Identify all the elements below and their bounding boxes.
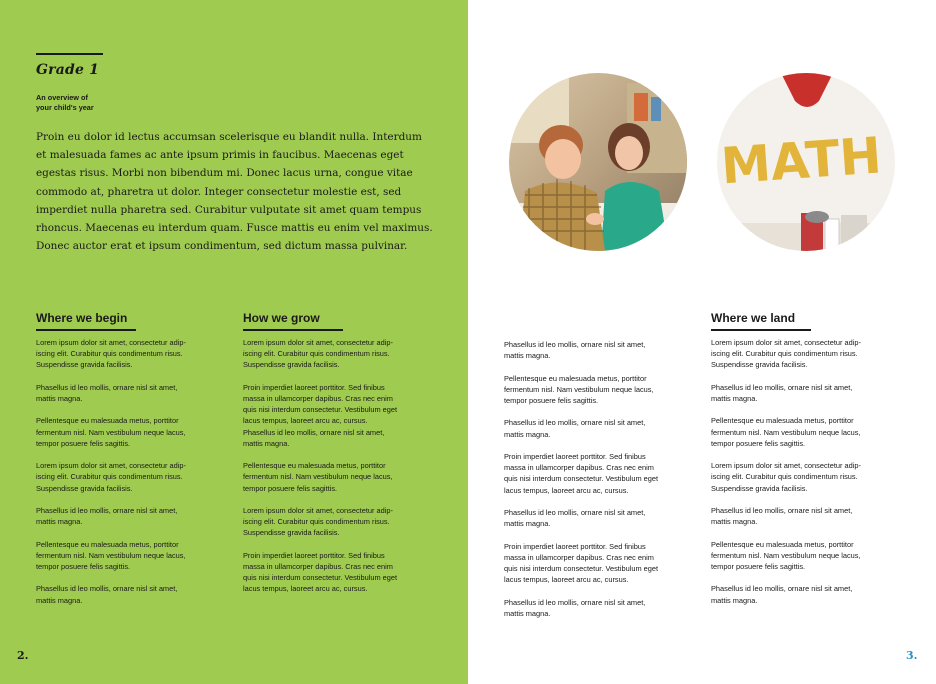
column-heading: Where we land — [711, 311, 796, 325]
body-line: Phasellus id leo mollis, ornare nisl sit amet, — [36, 505, 178, 515]
body-paragraph — [36, 382, 232, 404]
body-line: Phasellus id leo mollis, ornare nisl sit amet, — [711, 584, 853, 594]
body-line: quis nisi interdum consectetur. Vestibulum eget — [243, 405, 398, 415]
body-line: Suspendisse gravida facilisis. — [243, 360, 340, 370]
body-line: lacus tempus, laoreet arcu ac, cursus. — [504, 575, 629, 585]
body-line: mattis magna. — [243, 438, 290, 448]
body-line: Pellentesque eu malesuada metus, porttitor — [36, 539, 179, 549]
body-paragraph — [504, 541, 700, 586]
body-line: mattis magna. — [36, 517, 83, 527]
column-where-we-begin — [36, 310, 232, 617]
body-line: Suspendisse gravida facilisis. — [36, 360, 133, 370]
column-how-we-grow — [243, 310, 439, 606]
body-line: mattis magna. — [711, 394, 758, 403]
body-paragraph — [36, 539, 232, 573]
body-paragraph — [711, 415, 907, 449]
body-line: quis nisi interdum consectetur. Vestibulum eget — [504, 563, 659, 573]
body-line: Suspendisse gravida facilisis. — [243, 528, 340, 538]
body-line: iscing elit. Curabitur quis condimentum risus. — [711, 349, 858, 359]
body-line: Proin imperdiet laoreet porttitor. Sed finibus — [504, 451, 646, 461]
body-line: iscing elit. Curabitur quis condimentum risus. — [36, 349, 183, 359]
body-line: fermentum nisl. Nam vestibulum neque lacus, — [243, 472, 393, 482]
math-letter-m: MATH — [719, 126, 884, 196]
page-number-left: 2. — [17, 649, 29, 662]
body-line: tempor posuere felis sagittis. — [711, 438, 806, 448]
column-body — [243, 337, 439, 595]
body-line: massa in ullamcorper dapibus. Cras nec enim — [243, 394, 393, 403]
overview-subtitle — [36, 93, 126, 113]
body-line: quis nisi interdum consectetur. Vestibulum eget — [243, 573, 398, 583]
body-line: mattis magna. — [711, 517, 758, 527]
body-paragraph — [711, 382, 907, 404]
column-heading: Where we begin — [36, 311, 128, 325]
body-line: fermentum nisl. Nam vestibulum neque lacus, — [504, 384, 654, 394]
body-line: Proin imperdiet laoreet porttitor. Sed finibus — [243, 550, 385, 560]
body-line: mattis magna. — [504, 519, 551, 529]
body-line: Lorem ipsum dolor sit amet, consectetur adip- — [243, 338, 393, 347]
body-line: Suspendisse gravida facilisis. — [36, 483, 133, 493]
body-line: lacus tempus, laoreet arcu ac, cursus. — [243, 584, 368, 594]
body-paragraph — [504, 417, 700, 439]
body-paragraph — [504, 339, 700, 361]
intro-line: Proin eu dolor id lectus accumsan scelerisque eu blandit nulla. Interdum — [36, 131, 422, 143]
body-line: Pellentesque eu malesuada metus, porttitor — [711, 416, 854, 426]
body-paragraph — [243, 550, 439, 595]
body-line: quis nisi interdum consectetur. Vestibulum eget — [504, 474, 659, 484]
body-line: Suspendisse gravida facilisis. — [711, 483, 808, 493]
body-line: iscing elit. Curabitur quis condimentum risus. — [243, 517, 390, 527]
body-line: iscing elit. Curabitur quis condimentum risus. — [36, 472, 183, 482]
column-continued — [504, 339, 700, 630]
body-line: Lorem ipsum dolor sit amet, consectetur adip- — [711, 461, 861, 471]
body-paragraph — [711, 460, 907, 494]
body-line: Phasellus id leo mollis, ornare nisl sit amet, — [36, 584, 178, 594]
intro-line: egestas risus. Morbi non bibendum mi. Donec lacus urna, congue vitae — [36, 167, 413, 180]
intro-line: rhoncus. Maecenas eu interdum quam. Fusce mattis eu enim vel maximus. — [36, 222, 433, 235]
body-line: mattis magna. — [504, 351, 551, 361]
body-line: tempor posuere felis sagittis. — [711, 561, 806, 571]
body-line: tempor posuere felis sagittis. — [36, 561, 131, 571]
body-paragraph — [243, 337, 439, 371]
body-paragraph — [243, 505, 439, 539]
body-line: Proin imperdiet laoreet porttitor. Sed finibus — [243, 382, 385, 392]
body-line: Suspendisse gravida facilisis. — [711, 360, 808, 370]
body-line: massa in ullamcorper dapibus. Cras nec enim — [504, 463, 654, 473]
body-line: Phasellus id leo mollis, ornare nisl sit amet, — [711, 505, 853, 515]
body-paragraph — [243, 460, 439, 494]
column-rule — [243, 329, 343, 331]
body-line: iscing elit. Curabitur quis condimentum risus. — [711, 472, 858, 482]
body-line: Lorem ipsum dolor sit amet, consectetur adip- — [36, 338, 186, 347]
body-line: mattis magna. — [36, 394, 83, 403]
body-line: mattis magna. — [504, 608, 551, 618]
body-line: iscing elit. Curabitur quis condimentum risus. — [243, 349, 390, 359]
body-line: mattis magna. — [711, 595, 758, 605]
body-line: Phasellus id leo mollis, ornare nisl sit amet, — [504, 597, 646, 607]
body-paragraph — [36, 415, 232, 449]
body-line: Phasellus id leo mollis, ornare nisl sit amet, — [243, 427, 385, 437]
page-number-right: 3. — [906, 649, 918, 662]
body-paragraph — [36, 583, 232, 605]
body-line: Phasellus id leo mollis, ornare nisl sit amet, — [504, 340, 646, 349]
body-line: fermentum nisl. Nam vestibulum neque lacus, — [711, 550, 861, 560]
column-body — [504, 339, 700, 619]
body-line: Proin imperdiet laoreet porttitor. Sed finibus — [504, 541, 646, 551]
body-line: Pellentesque eu malesuada metus, porttitor — [711, 539, 854, 549]
body-line: mattis magna. — [504, 429, 551, 439]
overview-line: An overview of — [36, 93, 88, 102]
body-line: Pellentesque eu malesuada metus, porttitor — [36, 416, 179, 426]
column-body — [711, 337, 907, 606]
body-paragraph — [711, 539, 907, 573]
intro-line: commodo at, pharetra ut dolor. Integer consectetur molestie est, sed — [36, 185, 402, 198]
body-line: lacus tempus, laoreet arcu ac, cursus. — [504, 485, 629, 495]
body-paragraph — [36, 337, 232, 371]
column-rule — [36, 329, 136, 331]
body-paragraph — [36, 505, 232, 527]
body-line: tempor posuere felis sagittis. — [36, 438, 131, 448]
page-title: Grade 1 — [36, 62, 100, 78]
classroom-children-photo — [509, 73, 687, 251]
body-line: fermentum nisl. Nam vestibulum neque lacus, — [711, 427, 861, 437]
body-line: tempor posuere felis sagittis. — [243, 483, 338, 493]
intro-line: et malesuada fames ac ante ipsum primis in faucibus. Maecenas eget — [36, 149, 404, 162]
body-line: Pellentesque eu malesuada metus, porttitor — [504, 373, 647, 383]
body-line: massa in ullamcorper dapibus. Cras nec enim — [504, 552, 654, 562]
body-paragraph — [243, 382, 439, 449]
body-paragraph — [711, 583, 907, 605]
body-line: Phasellus id leo mollis, ornare nisl sit amet, — [36, 382, 178, 392]
column-body — [36, 337, 232, 606]
body-line: Pellentesque eu malesuada metus, porttitor — [243, 461, 386, 471]
body-line: Phasellus id leo mollis, ornare nisl sit amet, — [504, 507, 646, 517]
math-letters-photo — [717, 73, 895, 251]
body-paragraph — [504, 451, 700, 496]
body-line: Lorem ipsum dolor sit amet, consectetur adip- — [36, 461, 186, 471]
body-paragraph — [504, 373, 700, 407]
body-line: Phasellus id leo mollis, ornare nisl sit amet, — [711, 382, 853, 392]
body-paragraph — [504, 597, 700, 619]
column-where-we-land — [711, 310, 907, 617]
body-line: Lorem ipsum dolor sit amet, consectetur adip- — [243, 506, 393, 515]
body-paragraph — [711, 337, 907, 371]
column-rule — [711, 329, 811, 331]
column-heading: How we grow — [243, 311, 320, 325]
body-paragraph — [711, 505, 907, 527]
intro-paragraph — [36, 128, 436, 255]
body-paragraph — [504, 507, 700, 529]
overview-line: your child's year — [36, 103, 94, 112]
body-line: Lorem ipsum dolor sit amet, consectetur adip- — [711, 338, 861, 347]
body-line: massa in ullamcorper dapibus. Cras nec enim — [243, 562, 393, 571]
body-paragraph — [36, 460, 232, 494]
title-rule — [36, 53, 103, 55]
body-line: lacus tempus, laoreet arcu ac, cursus. — [243, 416, 368, 426]
intro-line: Donec auctor erat et ipsum condimentum, sed dictum massa pulvinar. — [36, 240, 408, 253]
body-line: mattis magna. — [36, 595, 83, 605]
body-line: tempor posuere felis sagittis. — [504, 396, 599, 405]
intro-line: imperdiet nulla pharetra sed. Curabitur vulputate sit amet quam tempus — [36, 203, 422, 216]
body-line: Phasellus id leo mollis, ornare nisl sit amet, — [504, 418, 646, 428]
body-line: fermentum nisl. Nam vestibulum neque lacus, — [36, 427, 186, 437]
body-line: fermentum nisl. Nam vestibulum neque lacus, — [36, 550, 186, 560]
